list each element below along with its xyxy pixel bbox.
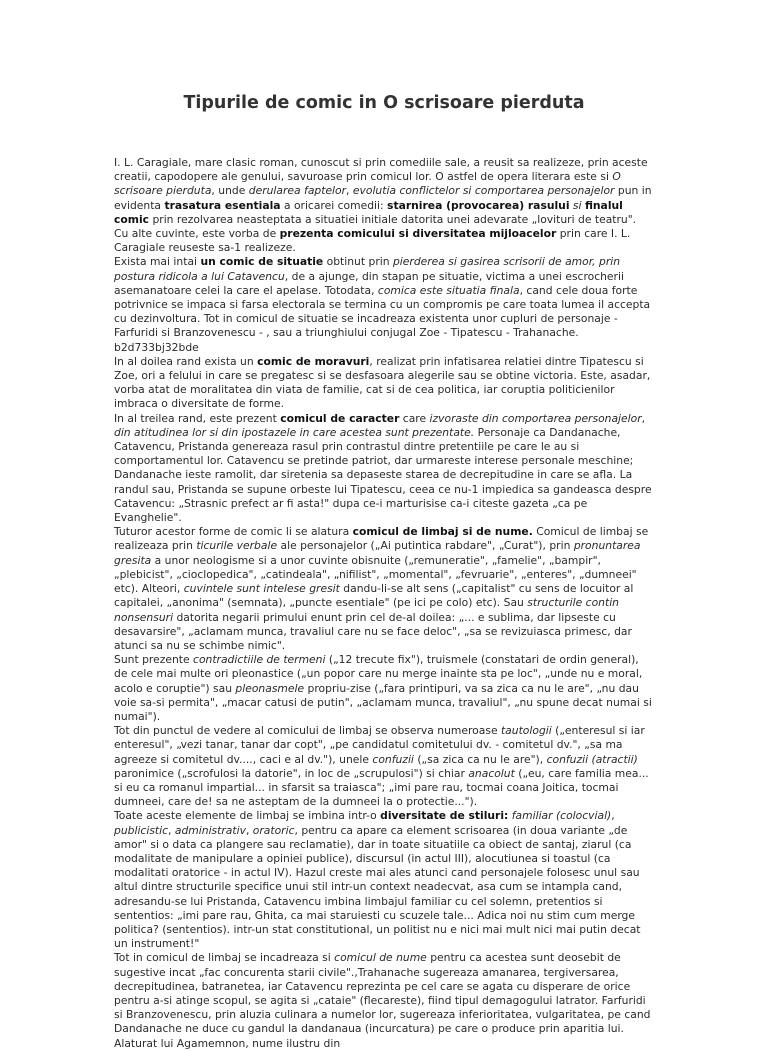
text-run: , bbox=[611, 809, 615, 823]
text-bold: un comic de situatie bbox=[200, 255, 324, 269]
text-italic: comicul de nume bbox=[334, 951, 427, 965]
text-italic: pierderea si gasirea scrisorii de amor, prin postura ridicola a lui Catavencu bbox=[114, 255, 621, 283]
paragraph-language-comic bbox=[114, 525, 654, 653]
text-italic: pronuntarea gresita bbox=[114, 539, 641, 567]
text-run: a unor neologisme si a unor cuvinte obisnuite („remuneratie", „famelie", „bampir", „plebicist", „cioclopedica", „catindeala", „nifilist", „momental", „fevruarie", „enteres", „dumneei" etc). Alteori, bbox=[114, 553, 637, 596]
text-bold: diversitate de stiluri: bbox=[380, 809, 509, 823]
text-run: a oricarei comedii: bbox=[280, 198, 388, 212]
text-bold: comic de moravuri bbox=[257, 354, 370, 368]
text-run: prin care I. L. Caragiale reuseste sa-1 realizeze. bbox=[114, 227, 631, 255]
text-run: , bbox=[346, 184, 353, 198]
text-run: I. L. Caragiale, mare clasic roman, cunoscut si prin comediile sale, a reusit sa realizeze, prin aceste creatii, capodopere ale genului, savuroase prin comicul lor. O astfel de opera literara este si bbox=[114, 156, 648, 184]
text-run: Cu alte cuvinte, este vorba de bbox=[114, 227, 280, 241]
text-bold: comicul de caracter bbox=[280, 411, 400, 425]
text-run: Exista mai intai bbox=[114, 255, 201, 269]
text-italic: comica este situatia finala bbox=[377, 283, 520, 297]
paragraph-styles bbox=[114, 809, 654, 951]
text-italic: izvoraste din comportarea personajelor bbox=[429, 411, 642, 425]
text-run: dandu-li-se alt sens („capitalist" cu sens de locuitor al capitalei, „anonima" (semnata), „puncte esentiale" (pe ici pe colo) etc). Sau bbox=[114, 582, 634, 610]
text-run: Tot din punctul de vedere al comicului de limbaj se observa numeroase bbox=[114, 724, 501, 738]
text-italic: oratoric bbox=[252, 823, 295, 837]
text-run: care bbox=[399, 411, 430, 425]
text-italic: evolutia conflictelor si comportarea personajelor bbox=[352, 184, 615, 198]
text-run: Sunt prezente bbox=[114, 653, 194, 667]
text-italic: anacolut bbox=[468, 766, 515, 780]
text-italic: si bbox=[569, 198, 585, 212]
text-italic: publicistic bbox=[114, 823, 169, 837]
text-italic: derularea faptelor bbox=[248, 184, 347, 198]
text-italic: structurile contin nonsensuri bbox=[114, 596, 619, 624]
text-bold: prezenta comicului si diversitatea mijloacelor bbox=[279, 227, 557, 241]
text-italic: confuzii (atractii) bbox=[546, 752, 638, 766]
text-bold: trasatura esentiala bbox=[164, 198, 281, 212]
text-run: Tot in comicul de limbaj se incadreaza si bbox=[114, 951, 335, 965]
text-run: paronimice („scrofulosi la datorie", in loc de „scrupulosi") si chiar bbox=[114, 766, 469, 780]
text-italic: confuzii bbox=[372, 752, 414, 766]
paragraph-situation-comic bbox=[114, 255, 654, 354]
text-run: Tuturor acestor forme de comic li se alatura bbox=[114, 525, 353, 539]
text-run: , bbox=[245, 823, 253, 837]
text-run: , unde bbox=[211, 184, 249, 198]
text-italic: contradictiile de termeni bbox=[193, 653, 326, 667]
text-run: In al doilea rand exista un bbox=[114, 354, 258, 368]
text-bold: finalul comic bbox=[114, 198, 623, 226]
document-title: Tipurile de comic in O scrisoare pierduta bbox=[183, 93, 585, 113]
paragraph-intro bbox=[114, 156, 654, 227]
paragraph-summary bbox=[114, 227, 654, 255]
paragraph-tautologies bbox=[114, 724, 654, 809]
text-run: prin rezolvarea neasteptata a situatiei initiale datorita unei adevarate „lovituri de teatru". bbox=[149, 212, 637, 226]
text-run: , realizat prin infatisarea relatiei dintre Tipatescu si Zoe, ori a felului in care se pregatesc si se desfasoara alegerile sau se obtine victoria. Este, asadar, vorba atat de moralitatea din viata de familie, cat si de cea politica, iar coruptia politicienilor imbraca o diversitate de forme. bbox=[114, 354, 651, 411]
text-italic: pleonasmele bbox=[235, 681, 305, 695]
text-run: pentru ca acestea sunt deosebit de sugestive incat „fac concurenta starii civile".,Trahanache sugereaza amanarea, tergiversarea, decrepitudinea, batranetea, iar Catavencu reprezinta pe cel care se agata cu disperare de orice pentru a-si atinge scopul, se agita si „cataie" (flecareste), fiind tipul demagogului latrator. Farfuridi si Branzovenescu, prin aluzia culinara a numelor lor, sugereaza inferioritatea, vulgaritatea, pe cand Dandanache ne duce cu gandul la dandanaua (incurcatura) pe care o produce prin aparitia lui. Alaturat lui Agamemnon, nume ilustru din bbox=[114, 951, 651, 1050]
text-run: propriu-zise („fara printipuri, va sa zica ca nu le are", „nu dau voie sa-si permita", „macar catusi de putin", „aclamam munca, travaliul", „nu spune decat numai si numai"). bbox=[114, 681, 652, 723]
paragraph-name-comic bbox=[114, 951, 654, 1050]
text-italic: din atitudinea lor si din ipostazele in care acestea sunt prezentate. bbox=[114, 425, 475, 439]
text-run: („enteresul si iar enteresul", „vezi tanar, tanar dar copt", „pe candidatul comitetului dv. - comitetul dv.", „sa ma agreeze si comitetul dv...., caci e al dv."), unele bbox=[114, 724, 645, 766]
paragraph-manners-comic bbox=[114, 355, 654, 412]
text-run: , de a ajunge, din stapan pe situatie, victima a unei escrocherii asemanatoare celei la care el apelase. Totodata, bbox=[114, 269, 624, 297]
text-bold: starnirea (provocarea) rasului bbox=[387, 198, 570, 212]
document-body bbox=[114, 156, 654, 1051]
text-italic: ticurile verbale bbox=[196, 539, 278, 553]
text-run: obtinut prin bbox=[323, 255, 393, 269]
text-run: („12 trecute fix"), truismele (constatari de ordin general), de cele mai multe ori pleonastice („un popor care nu merge inainte sta pe loc", „unde nu e moral, acolo e coruptie") sau bbox=[114, 653, 643, 695]
paragraph-character-comic bbox=[114, 412, 654, 526]
text-run: In al treilea rand, este prezent bbox=[114, 411, 281, 425]
text-run: („eu, care familia mea... si eu ca romanul impartial... in sfarsit sa traiasca"; „imi pare rau, tocmai coana Joitica, tocmai dumneei, care de! sa ne asteptam de la dumneei la o protectie..."). bbox=[114, 766, 649, 809]
text-italic: cuvintele sunt intelese gresit bbox=[183, 582, 340, 596]
text-run: Personaje ca Dandanache, Catavencu, Pristanda genereaza rasul prin contrastul dintre pretentiile pe care le au si comportamentul lor. Catavencu se pretinde patriot, dar urmareste interese personale meschine; Dandanache ieste ramolit, dar siretenia sa depaseste starea de decrepitudine in care se afla. La randul sau, Pristanda se supune orbeste lui Tipatescu, ceea ce nu-1 impiedica sa gandeasca despre Catavencu: „Strasnic prefect ar fi asta!" dupa ce-i marturisise ca-i citeste gazeta „ca pe Evanghelie". bbox=[114, 425, 652, 525]
text-run: , bbox=[168, 823, 175, 837]
text-run: datorita negarii primului enunt prin cel de-al doilea: „... e sublima, dar lipseste cu desavarsire", „aclamam munca, travaliul care nu se face deloc", „sa se revizuiasca primesc, dar atunci sa nu se schimbe nimic". bbox=[114, 610, 632, 652]
text-run: , bbox=[641, 411, 646, 425]
text-run: , cand cele doua forte potrivnice se impaca si farsa electorala se termina cu un compromis pe care toata lumea il accepta cu dezinvoltura. Tot in comicul de situatie se incadreaza existenta unor cupluri de personaje - Farfuridi si Branzovenescu - , sau a triunghiului conjugal Zoe - Tipatescu - Trahanache. b2d733bj32bde bbox=[114, 283, 651, 354]
text-italic: O scrisoare pierduta bbox=[114, 170, 621, 198]
text-italic: administrativ bbox=[174, 823, 246, 837]
text-run: Toate aceste elemente de limbaj se imbina intr-o bbox=[114, 809, 381, 823]
text-italic: tautologii bbox=[500, 724, 552, 738]
text-bold: comicul de limbaj si de nume. bbox=[352, 525, 533, 539]
text-run: ale personajelor („Ai putintica rabdare", „Curat"), prin bbox=[277, 539, 574, 553]
text-run: , pentru ca apare ca element scrisoarea (in doua variante „de amor" si o data ca plangere sau reclamatie), dar in toate situatiile ca obiect de santaj, ziarul (ca modalitate de manipulare a opiniei publice), discursul (in actul III), alocutiunea si toastul (ca modalitati oratorice - in actul IV). Hazul creste mai ales atunci cand personajele folosesc unul sau altul dintre structurile specifice unui stil intr-un context neadecvat, asa cum se intampla cand, adresandu-se lui Pristanda, Catavencu imbina limbajul familiar cu cel solemn, pretentios si sententios: „imi pare rau, Ghita, ca mai staruiesti cu scuzele tale... Adica noi nu stim cum merge politica? (sententios). intr-un stat constitutional, un politist nu e nici mai mult nici mai putin decat un instrument!" bbox=[114, 823, 641, 951]
text-run: („sa zica ca nu le are"), bbox=[413, 752, 547, 766]
text-italic: familiar (colocvial) bbox=[511, 809, 612, 823]
text-run: pun in evidenta bbox=[114, 184, 652, 212]
text-run: Comicul de limbaj se realizeaza prin bbox=[114, 525, 649, 553]
paragraph-contradictions bbox=[114, 653, 654, 724]
